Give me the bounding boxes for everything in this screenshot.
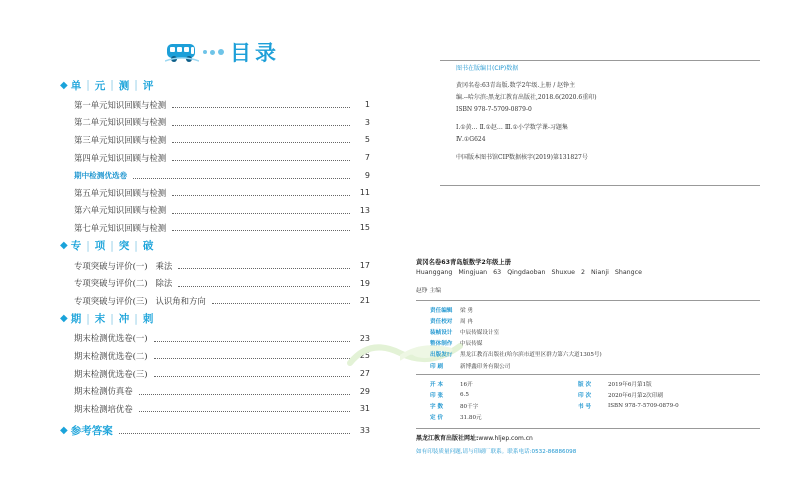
- toc-entry-page: 27: [359, 369, 370, 379]
- section-char: 单: [70, 79, 82, 92]
- toc-entry[interactable]: [74, 330, 370, 348]
- toc-entry-page: 7: [364, 153, 370, 163]
- toc-entry-midterm[interactable]: [74, 166, 370, 184]
- publisher-line: 黑龙江教育出版社网址:www.hljep.com.cn: [416, 435, 533, 442]
- toc-entry-page: 15: [359, 223, 370, 233]
- cip-line: Ⅳ.①G624: [456, 136, 486, 143]
- toc-entry-label: 期末检测优选卷(三): [74, 368, 148, 379]
- staff-row: 责任校对 周 冉: [430, 318, 473, 325]
- spec-row: 开 本 16开 版 次 2019年6月第1版: [430, 381, 652, 388]
- staff-row: 装帧设计 中辰传媒设计室: [430, 329, 500, 336]
- answers-heading[interactable]: [60, 422, 370, 440]
- toc-entry[interactable]: [74, 365, 370, 383]
- toc-entry-label: 专项突破与评价(一) 乘法: [74, 260, 173, 271]
- section-heading: ◆ 专 | 项 | 突 | 破: [60, 239, 154, 253]
- cip-line: ISBN 978-7-5709-0879-0: [456, 106, 532, 113]
- cip-line: 编.--哈尔滨:黑龙江教育出版社,2018.6(2020.6重印): [456, 94, 597, 101]
- toc-entry[interactable]: [74, 114, 370, 132]
- section-char: 破: [142, 240, 154, 253]
- toc-entry-page: 1: [364, 100, 370, 110]
- header-dots: [203, 49, 224, 55]
- book-author: 赵铮 主编: [416, 288, 442, 294]
- staff-row: 责任编辑 梁 勇: [430, 307, 473, 314]
- toc-entry[interactable]: [74, 382, 370, 400]
- staff-row: 印 刷 新博鑫印务有限公司: [430, 363, 511, 370]
- staff-list: [430, 304, 740, 371]
- spec-row: 字 数 80千字 书 号 ISBN 978-7-5709-0879-0: [430, 402, 679, 410]
- toc-entry[interactable]: [74, 96, 370, 114]
- toc-entry[interactable]: [74, 219, 370, 237]
- staff-row: 出版发行 黑龙江教育出版社(哈尔滨市道里区群力第六大道1305号): [430, 352, 602, 359]
- diamond-icon: ◆: [60, 313, 68, 325]
- section-char: 评: [142, 79, 154, 92]
- section-heading: ◆ 单 | 元 | 测 | 评: [60, 79, 154, 92]
- toc-entry-page: 29: [359, 386, 370, 396]
- toc-entry-label: 第三单元知识回顾与检测: [74, 134, 167, 145]
- section-char: 期: [70, 313, 82, 326]
- toc-entry[interactable]: [74, 292, 370, 310]
- print-quality-notice: 如有印装质量问题,请与印刷厂联系。联系电话:0532-86886098: [416, 449, 577, 455]
- leaf-watermark-icon: [400, 338, 460, 368]
- copyright-page: [400, 0, 800, 497]
- toc-entry[interactable]: [74, 400, 370, 418]
- cip-line: Ⅰ.①黄… Ⅱ.①赵… Ⅲ.①小学数学课-习题集: [456, 124, 568, 131]
- section-char: 冲: [118, 313, 130, 326]
- spec-row: 印 张 6.5 印 次 2020年6月第2次印刷: [430, 391, 663, 399]
- cip-line: 黄冈名卷:63青岛版.数学2年级.上册 / 赵铮主: [456, 82, 576, 89]
- toc-entry-label: 第七单元知识回顾与检测: [74, 222, 167, 233]
- toc-entry-label: 第一单元知识回顾与检测: [74, 99, 167, 110]
- toc-entry[interactable]: [74, 149, 370, 167]
- cip-text: [456, 80, 736, 164]
- section-char: 刺: [142, 313, 154, 326]
- toc-entry-page: 9: [364, 170, 370, 180]
- toc-entry[interactable]: [74, 347, 370, 365]
- toc-entry-label: 第四单元知识回顾与检测: [74, 152, 167, 163]
- toc-entry-page: 21: [359, 296, 370, 306]
- staff-row: 整体制作 中辰传媒: [430, 341, 483, 348]
- toc-entry-label: 第五单元知识回顾与检测: [74, 187, 167, 198]
- toc-entry-page: 3: [364, 117, 370, 127]
- toc-entry-label: 期中检测优选卷: [74, 170, 128, 180]
- toc-entry-page: 31: [359, 404, 370, 414]
- toc-entry-page: 11: [359, 188, 370, 198]
- section-char: 末: [94, 313, 106, 326]
- toc-entry-page: 19: [359, 278, 370, 288]
- answers-page: 33: [359, 426, 370, 435]
- cip-title: 图书在版编目(CIP)数据: [456, 65, 519, 72]
- section-char: 测: [118, 79, 130, 92]
- diamond-icon: ◆: [60, 425, 68, 436]
- diamond-icon: ◆: [60, 79, 68, 91]
- section-char: 元: [94, 79, 106, 92]
- toc-entry-label: 期末检测仿真卷: [74, 386, 133, 397]
- toc-list: [60, 76, 370, 442]
- toc-entry-label: 第六单元知识回顾与检测: [74, 205, 167, 216]
- toc-entry-label: 专项突破与评价(三) 认识角和方向: [74, 295, 206, 306]
- cip-line: 中国版本图书馆CIP数据核字(2019)第131827号: [456, 154, 588, 161]
- section-char: 项: [94, 240, 106, 253]
- toc-entry-label: 期末检测优选卷(二): [74, 350, 148, 361]
- page-title: 目录: [230, 41, 280, 65]
- toc-entry-page: 23: [359, 333, 370, 343]
- section-heading: ◆ 期 | 末 | 冲 | 刺: [60, 312, 154, 326]
- toc-header: [165, 38, 280, 66]
- section-char: 突: [118, 240, 130, 253]
- diamond-icon: ◆: [60, 240, 68, 252]
- toc-entry-label: 专项突破与评价(二) 除法: [74, 278, 173, 289]
- toc-entry[interactable]: [74, 202, 370, 220]
- book-title: 黄冈名卷63青岛版数学2年级上册: [416, 259, 512, 266]
- publisher-url[interactable]: www.hljep.com.cn: [478, 435, 533, 442]
- toc-entry[interactable]: [74, 257, 370, 275]
- toc-entry-page: 17: [359, 261, 370, 271]
- toc-entry[interactable]: [74, 184, 370, 202]
- answers-label: 参考答案: [70, 425, 113, 437]
- toc-entry-label: 期末检测优选卷(一): [74, 333, 148, 344]
- toc-entry-label: 期末检测培优卷: [74, 403, 133, 414]
- toc-entry[interactable]: [74, 274, 370, 292]
- toc-entry-page: 25: [359, 351, 370, 361]
- toc-entry-label: 第二单元知识回顾与检测: [74, 117, 167, 128]
- bus-icon: [165, 41, 199, 63]
- book-pinyin: Huanggang Mingjuan 63 Qingdaoban Shuxue 2 Nianji Shangce: [416, 269, 643, 276]
- spec-row: 定 价 31.80元: [430, 414, 482, 421]
- toc-entry-page: 5: [364, 135, 370, 145]
- spec-table: [430, 378, 760, 422]
- toc-entry-page: 13: [359, 205, 370, 215]
- toc-entry[interactable]: [74, 131, 370, 149]
- section-char: 专: [70, 240, 82, 253]
